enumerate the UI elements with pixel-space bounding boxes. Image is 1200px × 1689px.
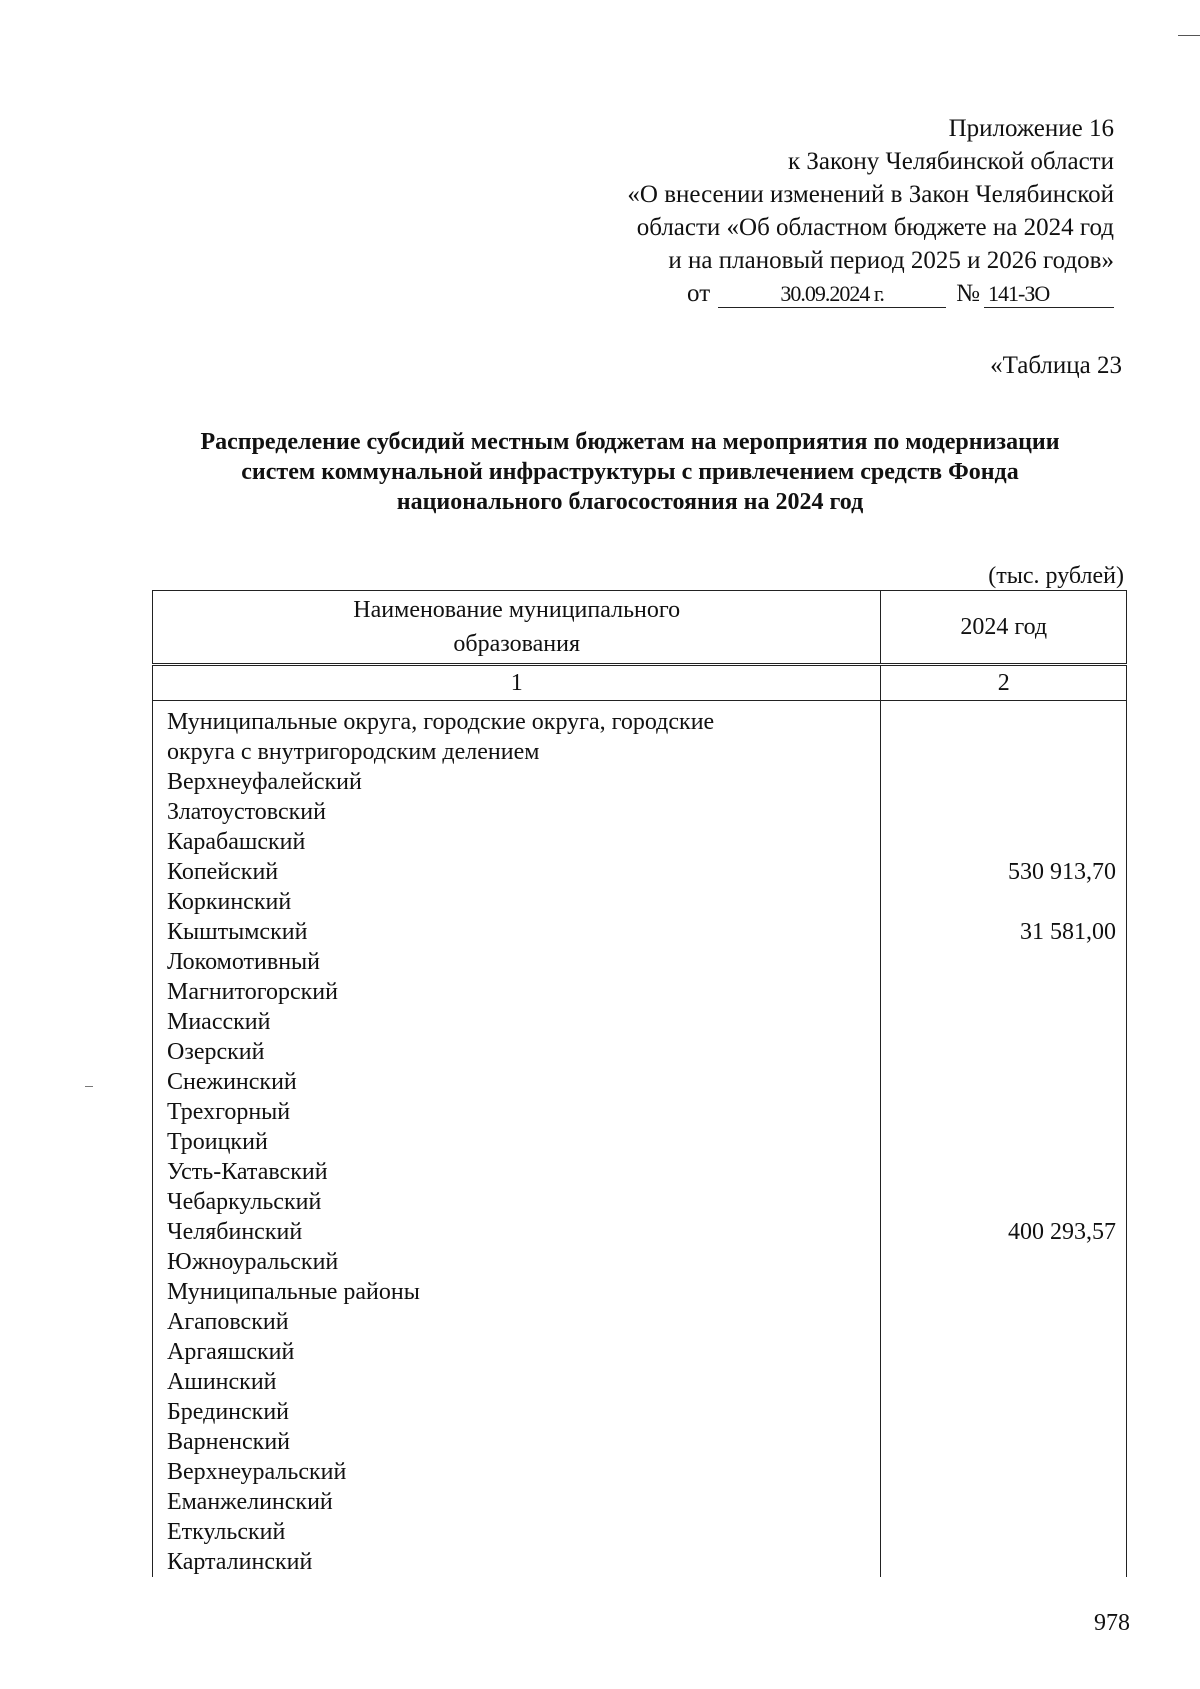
subsidy-value xyxy=(881,1427,1127,1457)
table-row xyxy=(153,1307,1127,1337)
table-row xyxy=(153,1067,1127,1097)
title-line: Распределение субсидий местным бюджетам на мероприятия по модернизации xyxy=(200,429,1060,455)
table-row xyxy=(153,1127,1127,1157)
appendix-line: «О внесении изменений в Закон Челябинской xyxy=(627,181,1114,208)
law-date-number-line xyxy=(627,277,1114,310)
section-row xyxy=(153,1277,1127,1307)
appendix-line: Приложение 16 xyxy=(948,115,1114,142)
municipality-name: Южноуральский xyxy=(153,1247,881,1277)
municipality-name: Карталинский xyxy=(153,1547,881,1577)
municipality-name: Варненский xyxy=(153,1427,881,1457)
table-reference: «Таблица 23 xyxy=(990,352,1122,379)
subsidy-value xyxy=(881,887,1127,917)
table-row xyxy=(153,827,1127,857)
table-row xyxy=(153,1547,1127,1577)
subsidy-value xyxy=(881,767,1127,797)
municipality-name: Златоустовский xyxy=(153,797,881,827)
subsidy-value xyxy=(881,1157,1127,1187)
subsidy-value xyxy=(881,1187,1127,1217)
unit-label: (тыс. рублей) xyxy=(988,563,1124,589)
subsidy-value: 530 913,70 xyxy=(881,857,1127,887)
scan-artifact-line xyxy=(1178,35,1200,36)
appendix-block xyxy=(627,112,1114,310)
subsidy-table xyxy=(152,590,1127,1577)
subsidy-value xyxy=(881,977,1127,1007)
municipality-name: Агаповский xyxy=(153,1307,881,1337)
section-row xyxy=(153,701,1127,738)
title-line: национального благосостояния на 2024 год xyxy=(396,489,864,515)
column-number-row xyxy=(153,665,1127,701)
law-number: 141-ЗО xyxy=(984,281,1114,308)
subsidy-value xyxy=(881,1007,1127,1037)
column-number: 2 xyxy=(881,665,1127,701)
municipality-name: Еманжелинский xyxy=(153,1487,881,1517)
table-row xyxy=(153,887,1127,917)
subsidy-value xyxy=(881,1037,1127,1067)
municipality-name: Миасский xyxy=(153,1007,881,1037)
subsidy-value xyxy=(881,1367,1127,1397)
subsidy-value xyxy=(881,827,1127,857)
municipality-name: Брединский xyxy=(153,1397,881,1427)
law-date: 30.09.2024 г. xyxy=(718,281,946,308)
subsidy-value xyxy=(881,1457,1127,1487)
municipality-name: Озерский xyxy=(153,1037,881,1067)
table-row xyxy=(153,1097,1127,1127)
subsidy-value xyxy=(881,1067,1127,1097)
table-row xyxy=(153,797,1127,827)
section-title: округа с внутригородским делением xyxy=(153,737,881,767)
municipality-name: Локомотивный xyxy=(153,947,881,977)
appendix-line: к Закону Челябинской области xyxy=(788,148,1114,175)
municipality-name: Коркинский xyxy=(153,887,881,917)
section-title: Муниципальные округа, городские округа, городские xyxy=(153,701,881,738)
header-municipality xyxy=(153,591,881,665)
subsidy-value xyxy=(881,797,1127,827)
subsidy-value xyxy=(881,1517,1127,1547)
municipality-name: Верхнеуфалейский xyxy=(153,767,881,797)
section-row xyxy=(153,737,1127,767)
number-label: № xyxy=(956,280,980,307)
subsidy-value: 400 293,57 xyxy=(881,1217,1127,1247)
table-row xyxy=(153,1157,1127,1187)
table-row xyxy=(153,1427,1127,1457)
table-row xyxy=(153,857,1127,887)
table-row xyxy=(153,767,1127,797)
municipality-name: Копейский xyxy=(153,857,881,887)
subsidy-value xyxy=(881,1397,1127,1427)
municipality-name: Верхнеуральский xyxy=(153,1457,881,1487)
table-row xyxy=(153,1487,1127,1517)
subsidy-value xyxy=(881,737,1127,767)
document-title xyxy=(150,427,1110,517)
municipality-name: Магнитогорский xyxy=(153,977,881,1007)
subsidy-value xyxy=(881,1307,1127,1337)
column-number: 1 xyxy=(153,665,881,701)
subsidy-value xyxy=(881,1277,1127,1307)
table-row xyxy=(153,1457,1127,1487)
municipality-name: Челябинский xyxy=(153,1217,881,1247)
table-row xyxy=(153,1217,1127,1247)
table-row xyxy=(153,947,1127,977)
from-label: от xyxy=(687,280,711,307)
subsidy-value xyxy=(881,1097,1127,1127)
table-row xyxy=(153,977,1127,1007)
table-row xyxy=(153,1037,1127,1067)
appendix-line: и на плановый период 2025 и 2026 годов» xyxy=(668,247,1114,274)
title-line: систем коммунальной инфраструктуры с привлечением средств Фонда xyxy=(241,459,1019,485)
table-row xyxy=(153,1337,1127,1367)
header-municipality-line1: Наименование муниципального xyxy=(353,597,681,623)
table-row xyxy=(153,1367,1127,1397)
subsidy-value xyxy=(881,947,1127,977)
header-municipality-line2: образования xyxy=(453,631,581,657)
table-row xyxy=(153,1397,1127,1427)
municipality-name: Еткульский xyxy=(153,1517,881,1547)
page-number: 978 xyxy=(1094,1610,1130,1636)
municipality-name: Ашинский xyxy=(153,1367,881,1397)
table-header-row xyxy=(153,591,1127,665)
section-title: Муниципальные районы xyxy=(153,1277,881,1307)
table-row xyxy=(153,1187,1127,1217)
table-body xyxy=(153,701,1127,1578)
municipality-name: Чебаркульский xyxy=(153,1187,881,1217)
scan-artifact-dot xyxy=(85,1086,93,1087)
municipality-name: Усть-Катавский xyxy=(153,1157,881,1187)
municipality-name: Троицкий xyxy=(153,1127,881,1157)
table-row xyxy=(153,917,1127,947)
subsidy-value xyxy=(881,1547,1127,1577)
subsidy-value xyxy=(881,1247,1127,1277)
subsidy-value: 31 581,00 xyxy=(881,917,1127,947)
appendix-line: области «Об областном бюджете на 2024 год xyxy=(636,214,1114,241)
subsidy-value xyxy=(881,1487,1127,1517)
table-row xyxy=(153,1007,1127,1037)
municipality-name: Карабашский xyxy=(153,827,881,857)
subsidy-value xyxy=(881,701,1127,738)
municipality-name: Снежинский xyxy=(153,1067,881,1097)
subsidy-value xyxy=(881,1127,1127,1157)
subsidy-value xyxy=(881,1337,1127,1367)
municipality-name: Трехгорный xyxy=(153,1097,881,1127)
table-row xyxy=(153,1517,1127,1547)
municipality-name: Аргаяшский xyxy=(153,1337,881,1367)
municipality-name: Кыштымский xyxy=(153,917,881,947)
table-row xyxy=(153,1247,1127,1277)
header-year: 2024 год xyxy=(881,591,1127,665)
